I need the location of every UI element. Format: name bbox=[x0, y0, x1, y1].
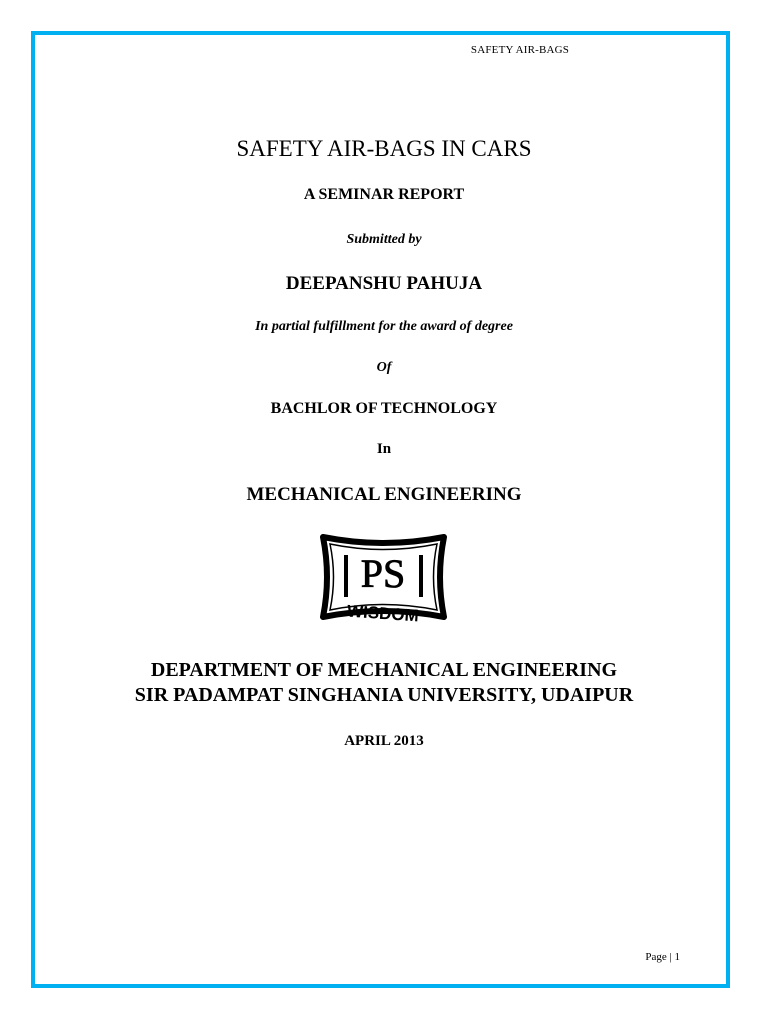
page-border bbox=[31, 31, 730, 988]
author-name: DEEPANSHU PAHUJA bbox=[285, 273, 483, 294]
logo-ps-text: PS bbox=[360, 551, 406, 596]
degree-name: BACHLOR OF TECHNOLOGY bbox=[270, 400, 498, 417]
branch-name: MECHANICAL ENGINEERING bbox=[246, 484, 522, 505]
report-date: APRIL 2013 bbox=[344, 733, 424, 749]
page-number: Page | 1 bbox=[645, 951, 680, 963]
report-title: SAFETY AIR-BAGS IN CARS bbox=[236, 136, 532, 161]
department-name: DEPARTMENT OF MECHANICAL ENGINEERING bbox=[150, 659, 618, 681]
report-subtitle: A SEMINAR REPORT bbox=[303, 186, 465, 203]
logo-wisdom-text: WISDOM bbox=[346, 601, 420, 626]
logo-right-bar bbox=[419, 555, 423, 597]
logo-left-bar bbox=[344, 555, 348, 597]
university-name: SIR PADAMPAT SINGHANIA UNIVERSITY, UDAIPUR bbox=[134, 684, 634, 706]
ps-wisdom-logo bbox=[317, 531, 450, 628]
in-label: In bbox=[376, 441, 392, 457]
fulfillment-statement: In partial fulfillment for the award of degree bbox=[255, 319, 513, 334]
of-label: Of bbox=[376, 360, 392, 375]
submitted-by-label: Submitted by bbox=[346, 232, 422, 247]
running-header: SAFETY AIR-BAGS bbox=[470, 44, 570, 56]
